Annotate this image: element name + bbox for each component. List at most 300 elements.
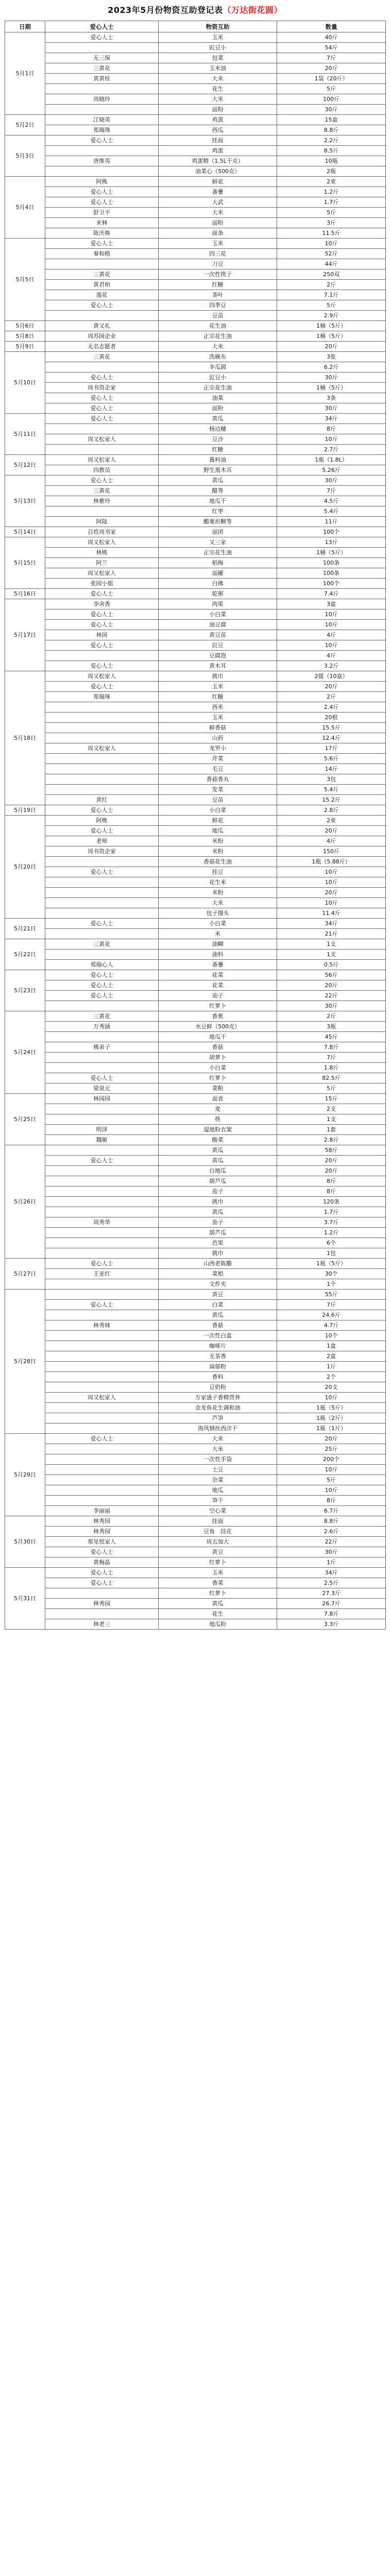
item-cell: 地瓜 — [159, 1485, 277, 1496]
date-cell: 5月20日 — [5, 816, 45, 919]
item-cell: 米 — [159, 929, 277, 939]
donor-cell: 爱心人士 — [45, 620, 159, 630]
item-cell: 稻梅 — [159, 558, 277, 568]
item-cell: 鸡蛋 — [159, 115, 277, 125]
quantity-cell: 8.8斤 — [277, 1516, 386, 1527]
quantity-cell: 10斤 — [277, 877, 386, 888]
quantity-cell: 2.5斤 — [277, 1578, 386, 1588]
table-row — [5, 1578, 386, 1588]
quantity-cell: 5斤 — [277, 208, 386, 218]
donation-table — [5, 21, 386, 1630]
item-cell: 冬瓜圆 — [159, 362, 277, 372]
donor-cell: 周晓玲 — [45, 94, 159, 105]
quantity-cell: 4斤 — [277, 836, 386, 846]
table-row — [5, 548, 386, 558]
donor-cell — [45, 1310, 159, 1320]
header-date: 日期 — [5, 21, 45, 32]
item-cell: 红萝卜 — [159, 1073, 277, 1083]
item-cell: 鸡蛋 — [159, 146, 277, 156]
item-cell: 大米 — [159, 342, 277, 352]
table-row — [5, 239, 386, 249]
item-cell: 油菜心（500克） — [159, 166, 277, 177]
quantity-cell: 3包 — [277, 774, 386, 785]
table-row — [5, 105, 386, 115]
item-cell: 面条 — [159, 228, 277, 239]
item-cell: 油菜 — [159, 393, 277, 403]
table-row — [5, 754, 386, 764]
donor-cell: 三黄花 — [45, 269, 159, 280]
quantity-cell: 1斤 — [277, 1557, 386, 1568]
quantity-cell: 6个 — [277, 1238, 386, 1248]
date-cell: 5月12日 — [5, 455, 45, 476]
item-cell: 西瓜 — [159, 125, 277, 135]
table-row — [5, 1485, 386, 1496]
item-cell: 醋栗形颗等 — [159, 517, 277, 527]
donor-cell: 四教员 — [45, 465, 159, 476]
quantity-cell: 10斤 — [277, 640, 386, 651]
date-cell: 5月13日 — [5, 476, 45, 527]
table-row — [5, 1145, 386, 1156]
table-row — [5, 579, 386, 589]
donor-cell: 明泽 — [45, 1125, 159, 1135]
donor-cell: 爱心人士 — [45, 197, 159, 208]
table-row — [5, 1135, 386, 1145]
item-cell: 黄瓜 — [159, 1145, 277, 1156]
table-row — [5, 857, 386, 867]
donor-cell — [45, 1032, 159, 1042]
donor-cell: 林桃 — [45, 548, 159, 558]
donor-cell: 周又松家人 — [45, 671, 159, 682]
quantity-cell: 1支 — [277, 939, 386, 950]
table-row — [5, 280, 386, 290]
header-quantity: 数量 — [277, 21, 386, 32]
donor-cell: 黄黄桂 — [45, 74, 159, 84]
donor-cell: 林园园 — [45, 1094, 159, 1104]
donor-cell: 爱心人士 — [45, 661, 159, 671]
quantity-cell: 2束 — [277, 816, 386, 826]
table-row — [5, 1444, 386, 1454]
quantity-cell: 7.8斤 — [277, 1609, 386, 1619]
item-cell: 豆奶粉 — [159, 1382, 277, 1393]
quantity-cell: 200个 — [277, 1454, 386, 1465]
item-cell: 红枣 — [159, 506, 277, 517]
donor-cell — [45, 1485, 159, 1496]
quantity-cell: 5斤 — [277, 300, 386, 311]
table-row — [5, 1032, 386, 1042]
donor-cell: 爱心人士 — [45, 1073, 159, 1083]
item-cell: 鲜香菇 — [159, 723, 277, 733]
item-cell: 大米 — [159, 1444, 277, 1454]
table-row — [5, 537, 386, 548]
table-row — [5, 1083, 386, 1094]
item-cell: 文件夹 — [159, 1279, 277, 1290]
sheet-title — [5, 0, 385, 21]
quantity-cell: 20斤 — [277, 980, 386, 991]
item-cell: 白菜 — [159, 1300, 277, 1310]
donor-cell — [45, 1197, 159, 1207]
donor-cell — [45, 1475, 159, 1485]
table-row — [5, 187, 386, 197]
donor-cell — [45, 733, 159, 743]
quantity-cell: 11.4斤 — [277, 908, 386, 919]
table-row — [5, 352, 386, 362]
table-row — [5, 785, 386, 795]
donor-cell: 无三保 — [45, 53, 159, 63]
table-row — [5, 84, 386, 94]
item-cell: 香菜 — [159, 1578, 277, 1588]
donor-cell: 爱心人士 — [45, 682, 159, 692]
item-cell: 米粉 — [159, 888, 277, 898]
donor-cell: 爱心人士 — [45, 991, 159, 1001]
donor-cell: 林老三 — [45, 1619, 159, 1630]
table-row — [5, 445, 386, 455]
item-cell: 香料 — [159, 1372, 277, 1382]
table-row — [5, 1609, 386, 1619]
item-cell: 发菜 — [159, 785, 277, 795]
donor-cell — [45, 908, 159, 919]
quantity-cell: 1斤 — [277, 1362, 386, 1372]
table-row — [5, 228, 386, 239]
item-cell: 黄豆 — [159, 1547, 277, 1557]
donor-cell — [45, 1413, 159, 1423]
quantity-cell: 30斤 — [277, 372, 386, 383]
item-cell: 黄瓜 — [159, 476, 277, 486]
table-row — [5, 1465, 386, 1475]
item-cell: 四三花 — [159, 249, 277, 259]
item-cell: 肉果 — [159, 599, 277, 609]
header-row — [5, 21, 386, 32]
quantity-cell: 34斤 — [277, 919, 386, 929]
donor-cell — [45, 1588, 159, 1599]
donor-cell — [45, 1063, 159, 1073]
quantity-cell: 56斤 — [277, 970, 386, 980]
quantity-cell: 1桶（5斤） — [277, 548, 386, 558]
quantity-cell: 250双 — [277, 269, 386, 280]
date-cell: 5月21日 — [5, 919, 45, 939]
table-row — [5, 1475, 386, 1485]
quantity-cell: 100条 — [277, 558, 386, 568]
donor-cell — [45, 754, 159, 764]
table-row — [5, 651, 386, 661]
item-cell: 筷 — [159, 1114, 277, 1125]
donor-cell: 米林 — [45, 218, 159, 228]
table-row — [5, 1228, 386, 1238]
table-row — [5, 362, 386, 372]
quantity-cell: 82.5斤 — [277, 1073, 386, 1083]
donor-cell — [45, 1207, 159, 1217]
quantity-cell: 2束 — [277, 177, 386, 187]
table-row — [5, 63, 386, 74]
table-row — [5, 331, 386, 342]
item-cell: 花生 — [159, 1609, 277, 1619]
donor-cell — [45, 166, 159, 177]
donor-cell — [45, 1362, 159, 1372]
donor-cell — [45, 1331, 159, 1341]
item-cell: 正宗花生油 — [159, 548, 277, 558]
item-cell: 正宗花生油 — [159, 383, 277, 393]
item-cell: 小白菜 — [159, 609, 277, 620]
quantity-cell: 1.7斤 — [277, 197, 386, 208]
date-cell: 5月9日 — [5, 342, 45, 352]
quantity-cell: 7斤 — [277, 486, 386, 496]
item-cell: 大米 — [159, 1434, 277, 1444]
table-row — [5, 434, 386, 445]
quantity-cell: 20斤 — [277, 1166, 386, 1176]
quantity-cell: 34斤 — [277, 1568, 386, 1578]
title-subtitle: （万达街花圆） — [223, 5, 282, 15]
quantity-cell: 17斤 — [277, 743, 386, 754]
table-row — [5, 1073, 386, 1083]
table-row — [5, 599, 386, 609]
table-row — [5, 888, 386, 898]
item-cell: 麦 — [159, 1104, 277, 1114]
donor-cell: 陈庆焕 — [45, 228, 159, 239]
quantity-cell: 2.7斤 — [277, 445, 386, 455]
item-cell: 山西老陈醋 — [159, 1259, 277, 1269]
table-row — [5, 414, 386, 424]
donor-cell: 爱心人士 — [45, 970, 159, 980]
quantity-cell: 5.6斤 — [277, 754, 386, 764]
quantity-cell: 10斤 — [277, 1393, 386, 1403]
item-cell: 刀豆 — [159, 259, 277, 269]
item-cell: 野生黑木耳 — [159, 465, 277, 476]
table-row — [5, 517, 386, 527]
quantity-cell: 3张 — [277, 352, 386, 362]
table-row — [5, 1310, 386, 1320]
quantity-cell: 10斤 — [277, 1485, 386, 1496]
item-cell: 小白菜 — [159, 1063, 277, 1073]
date-cell: 5月23日 — [5, 970, 45, 1011]
quantity-cell: 6.2斤 — [277, 362, 386, 372]
quantity-cell: 10斤 — [277, 609, 386, 620]
donor-cell: 爱心人士 — [45, 1259, 159, 1269]
donor-cell: 爱心人士 — [45, 300, 159, 311]
item-cell: 地瓜粉 — [159, 1619, 277, 1630]
quantity-cell: 3.2斤 — [277, 661, 386, 671]
item-cell: 香菇香丸 — [159, 774, 277, 785]
table-row — [5, 383, 386, 393]
item-cell: 胡萝卜 — [159, 1053, 277, 1063]
quantity-cell: 20斤 — [277, 888, 386, 898]
date-cell: 5月8日 — [5, 331, 45, 342]
quantity-cell: 2.8斤 — [277, 1135, 386, 1145]
date-cell: 5月19日 — [5, 805, 45, 816]
item-cell: 水豆鲜（500克） — [159, 1022, 277, 1032]
table-row — [5, 1568, 386, 1578]
table-row — [5, 465, 386, 476]
table-row — [5, 115, 386, 125]
quantity-cell: 1个 — [277, 1279, 386, 1290]
item-cell: 豇豆小 — [159, 43, 277, 53]
item-cell: 空心菜 — [159, 1506, 277, 1516]
quantity-cell: 5.4斤 — [277, 785, 386, 795]
date-cell: 5月25日 — [5, 1094, 45, 1145]
donor-cell: 舒卫平 — [45, 208, 159, 218]
donor-cell: 梁泉元 — [45, 1083, 159, 1094]
donor-cell — [45, 1238, 159, 1248]
quantity-cell: 8.8斤 — [277, 125, 386, 135]
table-row — [5, 1516, 386, 1527]
item-cell: 花生米 — [159, 877, 277, 888]
donor-cell — [45, 713, 159, 723]
table-row — [5, 506, 386, 517]
item-cell: 白佛 — [159, 579, 277, 589]
item-cell: 茄子 — [159, 991, 277, 1001]
quantity-cell: 1.2斤 — [277, 187, 386, 197]
quantity-cell: 2斤 — [277, 280, 386, 290]
item-cell: 挂面 — [159, 1516, 277, 1527]
item-cell: 大米 — [159, 208, 277, 218]
table-row — [5, 527, 386, 537]
item-cell: 面罐 — [159, 568, 277, 579]
item-cell: 黄豆苗 — [159, 630, 277, 640]
table-row — [5, 1248, 386, 1259]
table-row — [5, 311, 386, 321]
quantity-cell: 1支 — [277, 1114, 386, 1125]
table-row — [5, 609, 386, 620]
item-cell: 葫芦瓜 — [159, 1176, 277, 1187]
quantity-cell: 1瓶（2斤） — [277, 1413, 386, 1423]
donor-cell: 林秀园 — [45, 1516, 159, 1527]
item-cell: 黄瓜 — [159, 414, 277, 424]
table-row — [5, 568, 386, 579]
table-row — [5, 1300, 386, 1310]
quantity-cell: 20斤 — [277, 342, 386, 352]
quantity-cell: 15.5斤 — [277, 723, 386, 733]
donor-cell — [45, 723, 159, 733]
table-row — [5, 980, 386, 991]
date-cell: 5月28日 — [5, 1290, 45, 1434]
table-row — [5, 269, 386, 280]
item-cell: 包菜 — [159, 53, 277, 63]
item-cell: 杨边穗 — [159, 424, 277, 434]
donor-cell — [45, 1609, 159, 1619]
quantity-cell: 10瓶 — [277, 156, 386, 166]
donor-cell — [45, 1279, 159, 1290]
item-cell: 花菜 — [159, 980, 277, 991]
quantity-cell: 1套 — [277, 1125, 386, 1135]
date-cell: 5月6日 — [5, 321, 45, 331]
table-row — [5, 146, 386, 156]
table-row — [5, 1114, 386, 1125]
table-row — [5, 805, 386, 816]
item-cell: 湿地粉衣架 — [159, 1125, 277, 1135]
table-row — [5, 908, 386, 919]
table-row — [5, 249, 386, 259]
donor-cell: 三黄花 — [45, 1011, 159, 1022]
quantity-cell: 1桶（5斤） — [277, 331, 386, 342]
table-row — [5, 723, 386, 733]
item-cell: 番薯 — [159, 187, 277, 197]
donor-cell: 阿陆 — [45, 517, 159, 527]
quantity-cell: 4斤 — [277, 630, 386, 640]
quantity-cell: 2.8斤 — [277, 805, 386, 816]
quantity-cell: 3瓶 — [277, 1022, 386, 1032]
item-cell: 花菜 — [159, 970, 277, 980]
donor-cell: 老师 — [45, 836, 159, 846]
date-cell: 5月3日 — [5, 135, 45, 177]
quantity-cell: 8.5斤 — [277, 146, 386, 156]
item-cell: 菜粕 — [159, 1083, 277, 1094]
item-cell: 红萝卜 — [159, 1588, 277, 1599]
donor-cell: 魏敏 — [45, 1135, 159, 1145]
item-cell: 一次性手袋 — [159, 1454, 277, 1465]
quantity-cell: 10斤 — [277, 434, 386, 445]
quantity-cell: 1.8斤 — [277, 1063, 386, 1073]
quantity-cell: 15盒 — [277, 115, 386, 125]
item-cell: 西米 — [159, 702, 277, 713]
table-row — [5, 1125, 386, 1135]
table-row — [5, 1557, 386, 1568]
item-cell: 油料 — [159, 950, 277, 960]
quantity-cell: 40斤 — [277, 32, 386, 43]
table-row — [5, 620, 386, 630]
table-row — [5, 166, 386, 177]
item-cell: 豆苗 — [159, 311, 277, 321]
table-row — [5, 1238, 386, 1248]
item-cell: 挑巾 — [159, 1248, 277, 1259]
quantity-cell: 0.5斤 — [277, 960, 386, 970]
quantity-cell: 27.3斤 — [277, 1588, 386, 1599]
item-cell: 面团 — [159, 527, 277, 537]
quantity-cell: 2斤 — [277, 692, 386, 702]
quantity-cell: 22斤 — [277, 991, 386, 1001]
table-row — [5, 1187, 386, 1197]
item-cell: 杂菜 — [159, 1475, 277, 1485]
quantity-cell: 10斤 — [277, 239, 386, 249]
donor-cell — [45, 702, 159, 713]
donor-cell: 爱心人士 — [45, 609, 159, 620]
table-row — [5, 630, 386, 640]
table-row — [5, 836, 386, 846]
donor-cell — [45, 1053, 159, 1063]
table-row — [5, 898, 386, 908]
table-row — [5, 1011, 386, 1022]
donor-cell: 林秀妹 — [45, 1320, 159, 1331]
quantity-cell: 30斤 — [277, 1001, 386, 1011]
quantity-cell: 1.2斤 — [277, 1228, 386, 1238]
donor-cell — [45, 1496, 159, 1506]
quantity-cell: 26.7斤 — [277, 1599, 386, 1609]
donor-cell — [45, 1001, 159, 1011]
item-cell: 芭果 — [159, 1238, 277, 1248]
donor-cell: 林雅玲 — [45, 496, 159, 506]
donor-cell — [45, 43, 159, 53]
item-cell: 黄瓜 — [159, 1207, 277, 1217]
quantity-cell: 4斤 — [277, 651, 386, 661]
item-cell: 小白菜 — [159, 919, 277, 929]
quantity-cell: 24.6斤 — [277, 1310, 386, 1320]
donor-cell: 爱心人士 — [45, 403, 159, 414]
item-cell: 扁郁粉 — [159, 1362, 277, 1372]
table-row — [5, 1207, 386, 1217]
donor-cell: 爱心人士 — [45, 32, 159, 43]
item-cell: 玉米油 — [159, 63, 277, 74]
donor-cell: 爱心人士 — [45, 239, 159, 249]
table-row — [5, 1176, 386, 1187]
donor-cell — [45, 1341, 159, 1351]
donor-cell — [45, 888, 159, 898]
date-cell: 5月14日 — [5, 527, 45, 537]
item-cell: 玉米 — [159, 713, 277, 723]
quantity-cell: 8斤 — [277, 1176, 386, 1187]
item-cell: 毛豆 — [159, 764, 277, 774]
item-cell: 面粉 — [159, 403, 277, 414]
table-row — [5, 713, 386, 723]
donor-cell — [45, 857, 159, 867]
donor-cell: 周书资企家 — [45, 846, 159, 857]
donor-cell: 爱心人士 — [45, 980, 159, 991]
